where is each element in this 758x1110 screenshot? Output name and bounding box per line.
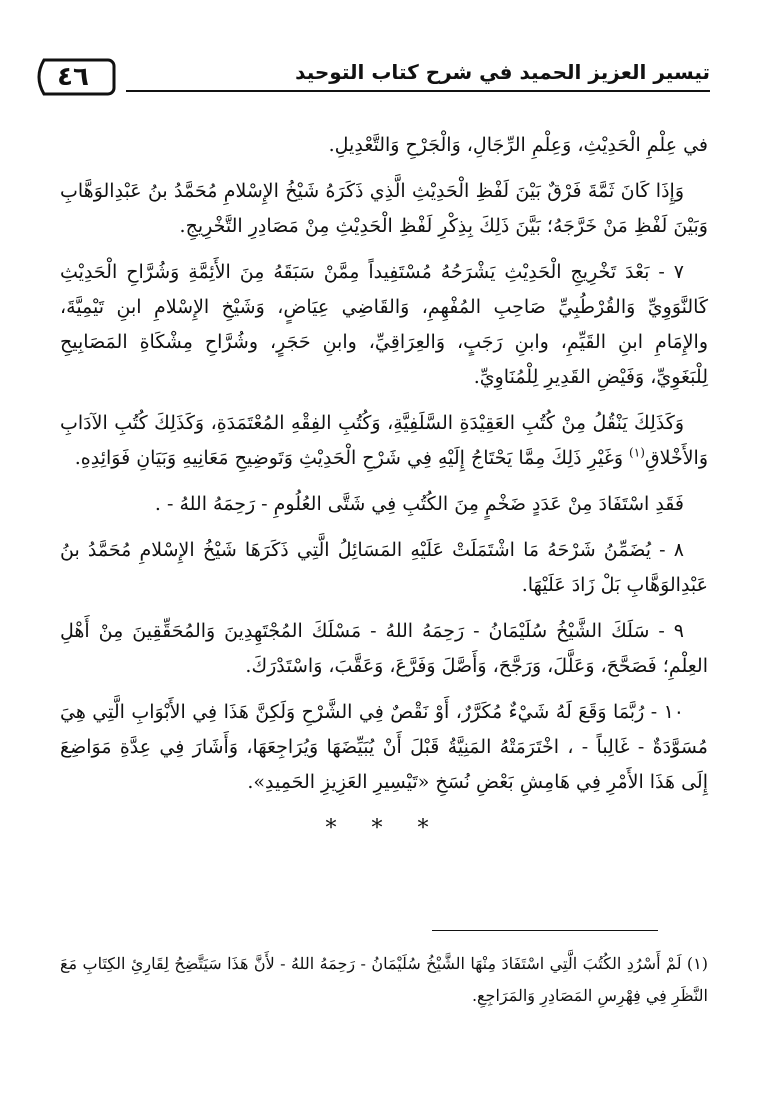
paragraph (60, 406, 708, 476)
footnote-reference[interactable]: (١) (629, 445, 645, 460)
footnote-rule (432, 930, 658, 931)
paragraph: ٧ - بَعْدَ تَخْرِيجِ الْحَدِيْثِ يَشْرَحُهُ مُسْتَفِيداً مِمَّنْ سَبَقَهُ مِنَ الأَئِمَّةِ وَشُرَّاحِ الْحَدِيْثِ كَالنَّوَوِيِّ وَالقُرْطُبِيِّ صَاحِبِ المُفْهِمِ، وَالقَاضِي عِيَاضٍ، وَشَيْخِ الإِسْلامِ ابنِ تَيْمِيَّةَ، والإِمَامِ ابنِ القَيِّمِ، وابنِ رَجَبٍ، وَالعِرَاقِيِّ، وابنِ حَجَرٍ، وشُرَّاحِ مِشْكَاةِ المَصَابِيحِ لِلْبَغَوِيِّ، وَفَيْضِ القَدِيرِ لِلْمُنَاوِيِّ. (60, 261, 708, 388)
footnotes (60, 948, 708, 1012)
paragraph-text: وَغَيْرِ ذَلِكَ مِمَّا يَحْتَاجُ إِلَيْهِ فِي شَرْحِ الْحَدِيْثِ وَتَوضِيحِ مَعَانِيهِ وَبَيَانِ فَوَائِدِهِ. (74, 447, 630, 469)
paragraph: في عِلْمِ الْحَدِيْثِ، وَعِلْمِ الرِّجَالِ، وَالْجَرْحِ وَالتَّعْدِيلِ. (328, 134, 708, 156)
running-title: تيسير العزيز الحميد في شرح كتاب التوحيد (295, 60, 710, 84)
paragraph: ٨ - يُضَمِّنُ شَرْحَهُ مَا اشْتَمَلَتْ عَلَيْهِ المَسَائِلُ الَّتِي ذَكَرَهَا شَيْخُ الإِسْلامِ مُحَمَّدُ بنُ عَبْدِالوَهَّابِ بَلْ زَادَ عَلَيْهَا. (60, 539, 708, 596)
page-number-badge (30, 56, 116, 98)
paragraph: ١٠ - رُبَّمَا وَقَعَ لَهُ شَيْءٌ مُكَرَّرٌ، أَوْ نَقْصٌ فِي الشَّرْحِ وَلَكِنَّ هَذَا فِي الأَبْوَابِ الَّتِي هِيَ مُسَوَّدَةٌ - غَالِباً - ، اخْتَرَمَتْهُ المَنِيَّةُ قَبْلَ أَنْ يُبَيِّضَهَا وَيُرَاجِعَهَا، وَأَشَارَ فِي عِدَّةِ مَوَاضِعَ إِلَى هَذَا الأَمْرِ فِي هَامِشِ بَعْضِ نُسَخِ «تَيْسِيرِ العَزِيزِ الحَمِيدِ». (60, 701, 708, 793)
page-number: ٤٦ (57, 62, 89, 92)
paragraph: وَإِذَا كَانَ ثَمَّةَ فَرْقٌ بَيْنَ لَفْظِ الْحَدِيْثِ الَّذِي ذَكَرَهُ شَيْخُ الإِسْلامِ مُحَمَّدُ بنُ عَبْدِالوَهَّابِ وَبَيْنَ لَفْظِ مَنْ خَرَّجَهُ؛ بَيَّنَ ذَلِكَ بِذِكْرِ لَفْظِ الْحَدِيْثِ مِنْ مَصَادِرِ التَّخْرِيجِ. (60, 180, 708, 237)
page-header (30, 56, 710, 104)
paragraph: فَقَدِ اسْتَفَادَ مِنْ عَدَدٍ ضَخْمٍ مِنَ الكُتُبِ فِي شَتَّى العُلُومِ - رَحِمَهُ اللهُ - . (154, 493, 684, 515)
footnote: (١) لَمْ أَسْرُدِ الكُتُبَ الَّتِي اسْتَفَادَ مِنْهَا الشَّيْخُ سُلَيْمَانُ - رَحِمَهُ اللهُ - لأَنَّ هَذَا سَيَتَّضِحُ لِقَارِئِ الكِتَابِ مَعَ النَّظَرِ فِي فِهْرِسِ المَصَادِرِ وَالمَرَاجِعِ. (60, 954, 708, 1005)
section-separator: * * * (325, 816, 443, 841)
paragraph-text: وَكَذَلِكَ يَنْقُلُ مِنْ كُتُبِ العَقِيْدَةِ السَّلَفِيَّةِ، وَكُتُبِ الفِقْهِ المُعْتَمَدَةِ، وَكَذَلِكَ كُتُبِ الآدَابِ وَالأَخْلاقِ (60, 412, 708, 469)
paragraph: ٩ - سَلَكَ الشَّيْخُ سُلَيْمَانُ - رَحِمَهُ اللهُ - مَسْلَكَ المُجْتَهِدِينَ وَالمُحَقِّقِينَ مِنْ أَهْلِ العِلْمِ؛ فَصَحَّحَ، وَعَلَّلَ، وَرَجَّحَ، وَأَصَّلَ وَفَرَّعَ، وَعَقَّبَ، وَاسْتَدْرَكَ. (60, 620, 708, 677)
header-rule (126, 90, 710, 92)
main-text (60, 128, 708, 846)
